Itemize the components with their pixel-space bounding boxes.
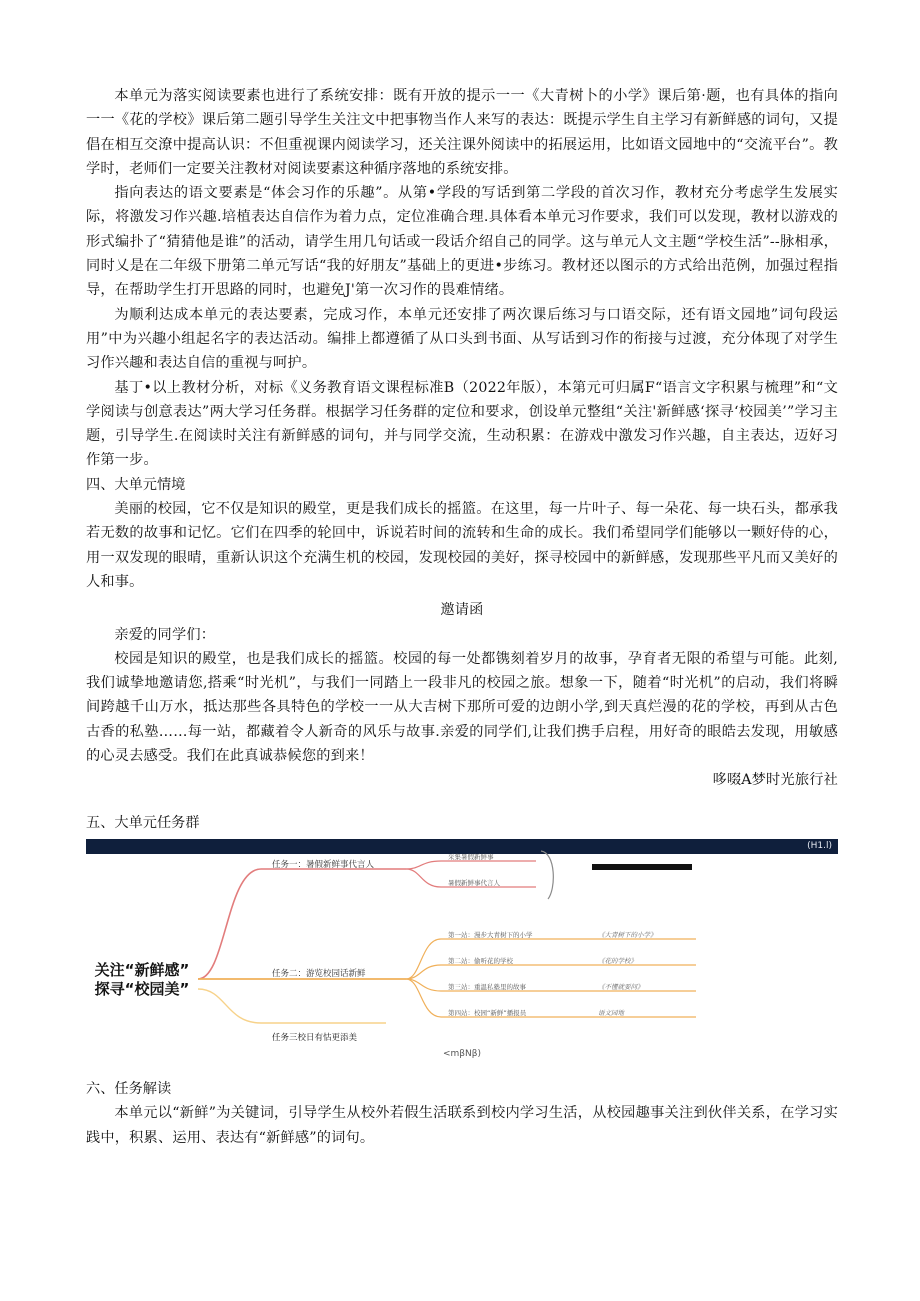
mindmap-root [86, 961, 198, 999]
mindmap-task2-leaf3: 第三站：重温私塾里的故事 [448, 982, 526, 991]
section5-heading: 五、大单元任务群 [86, 814, 200, 831]
mindmap-task2: 任务二：游览校园话新鲜 [272, 968, 366, 979]
section6-heading: 六、任务解读 [86, 1080, 172, 1097]
mindmap-root-line2: 探寻“校园美” [94, 979, 190, 998]
mindmap-task2-leaf2: 第二站：偷听花的学校 [448, 956, 513, 965]
mindmap-task1-leaf2: 暑假新鲜事代言人 [448, 878, 500, 887]
paragraph-expression-elements: 指向表达的语文要素是“体会习作的乐趣”。从第•学段的写话到第二学段的首次习作，教材充分考虑学生发展实际，将激发习作兴趣.培植表达自信作为着力点，定位准确合理.具体看本单元习作要求，我们可以发现，教材以游戏的形式编扑了“猜猜他是谁”的活动，请学生用几句话或一段话介绍自己的同学。这与单元人文主题“学校生活”--脉相承，同时乂是在二年级下册第二单元写话“我的好朋友”基础上的更进•步练习。教材还以图示的方式给出范例，加强过程指导，在帮助学生打开思路的同时，也避免J'第一次习作的畏难情绪。 [86, 185, 838, 299]
mindmap-task2-leaf4: 第四站：校园“新鲜”播报员 [448, 1008, 527, 1017]
document-page [86, 84, 838, 1150]
section4-paragraph: 美丽的校园，它不仅是知识的殿堂，更是我们成长的摇篮。在这里，每一片叶子、每一朵花、每一块石头，都承我若无数的故事和记忆。它们在四季的轮回中，诉说若时间的流转和生命的成长。我们希望同学们能够以一颗好侍的心，用一双发现的眼晴，重新认识这个充满生机的校园，发现校园的美好，探寻校园中的新鲜感，发现那些平凡而又美好的人和事。 [86, 501, 838, 590]
invitation-greeting: 亲爱的同学们： [114, 626, 216, 643]
paragraph-exercises: 为顺利达成本单元的表达要素，完成习作，本单元还安排了两次课后练习与口语交际，还有语文园地”词句段运用”中为兴趣小组起名字的表达活动。编排上都遵循了从口头到书面、从写话到习作的衔接与过渡，充分体现了对学生习作兴趣和表达自信的重视与呵护。 [86, 306, 838, 372]
mindmap-task2-book2: 《花的学校》 [598, 956, 637, 965]
mindmap-task2-book4: 语文园地 [598, 1008, 624, 1017]
paragraph-task-groups: 基丁•以上教材分析，对标《义务教育语文课程标准B（2022年版），本第元可归属F“语言文字积累与梳理”和“文学阅读与创意表达”两大学习任务群。根据学习任务群的定位和要求，创设单元整组“关注'新鲜感‘探寻‘校园美’”学习主题，引导学生.在阅读时关注有新鲜感的词句，并与同学交流，生动积累：在游戏中激发习作兴趣，自主表达，迈好习作第一步。 [86, 379, 838, 469]
mindmap-task2-leaf1: 第一站：漫步大青树下的小学 [448, 930, 533, 939]
mindmap-task2-book1: 《大青树下的小学》 [598, 930, 657, 939]
section4-heading: 四、大单元情境 [86, 476, 186, 493]
task-group-mindmap [86, 839, 838, 1047]
invitation-signature: 哆啜A梦时光旅行社 [712, 772, 838, 789]
mindmap-task1: 任务一：暑假新鲜事代言人 [272, 859, 375, 870]
mindmap-root-line1: 关注“新鲜感” [94, 960, 190, 979]
mindmap-bar-text: (H1.l) [807, 840, 832, 851]
mindmap-caption: <mβNβ) [442, 1048, 482, 1059]
paragraph-reading-elements: 本单元为落实阅读要素也进行了系统安排：既有开放的提示一一《大青树卜的小学》课后第·题，也有具体的指向一一《花的学校》课后第二题引导学生关注文中把事物当作人来写的表达：既提示学生自主学习有新鲜感的词句，又提倡在相互交潦中提高认识：不但重视课内阅读学习，还关注课外阅读中的拓展运用，比如语文园地中的“交流平台”。教学时，老师们一定要关注教材对阅读要素这种循序落地的系统安排。 [86, 88, 838, 177]
section6-paragraph: 本单元以“新鲜”为关键词，引导学生从校外若假生活联系到校内学习生活，从校园趣事关注到伙伴关系，在学习实践中，积累、运用、表达有“新鲜感”的词句。 [86, 1105, 838, 1146]
mindmap-task2-book3: 《不懂就要问》 [598, 982, 644, 991]
invitation-title: 邀请函 [440, 602, 484, 619]
mindmap-task3: 任务三校日有怙更添美 [272, 1032, 358, 1043]
invitation-body: 校园是知识的殿堂，也是我们成长的摇篮。校园的每一处都镌刻着岁月的故事，孕育者无限的希望与可能。此刻,我们诚挚地邀请您,搭乘“时光机”，与我们一同踏上一段非凡的校园之旅。想象一下，随着“时光机”的启动，我们将瞬间跨越千山万水，抵达那些各具特色的学校一一从大吉树下那所可爱的边朗小学,到天真烂漫的花的学校，再到从古色古香的私塾……每一站，都藏着令人新奇的风乐与故事.亲爱的同学们,让我们携手启程，用好奇的眼皓去发现，用敏感的心灵去感受。我们在此真诚恭候您的到来！ [86, 650, 838, 765]
mindmap-task1-leaf1: 采集暑假新鲜事 [448, 852, 494, 861]
